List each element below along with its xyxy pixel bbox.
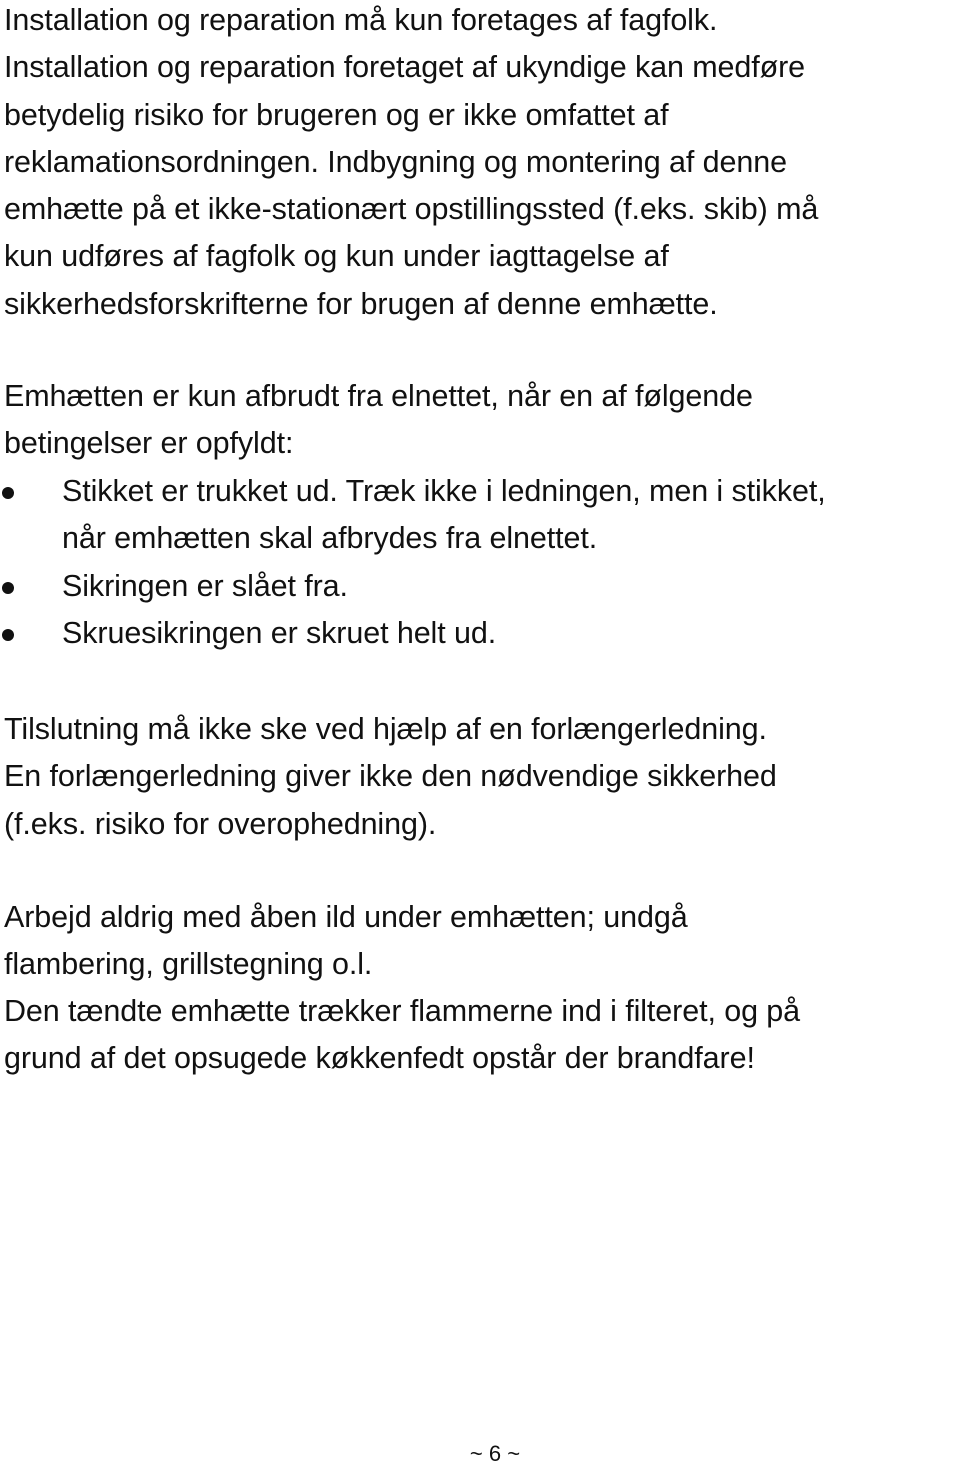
text-line: Den tændte emhætte trækker flammerne ind i filteret, og på — [4, 994, 801, 1028]
list-item — [0, 563, 958, 610]
text-line: emhætte på et ikke-stationært opstillingssted (f.eks. skib) må — [4, 192, 819, 227]
text-line: (f.eks. risiko for overophedning). — [4, 806, 437, 841]
installation-warning-paragraph — [4, 0, 954, 328]
open-flame-paragraph — [4, 894, 954, 989]
bullet-icon — [2, 629, 14, 641]
list-item — [0, 468, 958, 563]
extension-cord-paragraph — [4, 706, 954, 848]
disconnection-conditions-list — [0, 468, 958, 657]
text-line: Emhætten er kun afbrudt fra elnettet, når en af følgende — [4, 379, 753, 413]
text-line: Installation og reparation foretaget af ukyndige kan medføre — [4, 50, 806, 85]
text-line: når emhætten skal afbrydes fra elnettet. — [62, 521, 598, 556]
text-line: reklamationsordningen. Indbygning og montering af denne — [4, 144, 787, 179]
text-line: Installation og reparation må kun foretages af fagfolk. — [4, 3, 718, 37]
text-line: flambering, grillstegning o.l. — [4, 947, 373, 982]
text-line: grund af det opsugede køkkenfedt opstår der brandfare! — [4, 1041, 755, 1076]
bullet-icon — [2, 487, 14, 499]
list-item — [0, 610, 958, 657]
text-line: Skruesikringen er skruet helt ud. — [62, 615, 497, 650]
disconnection-intro-paragraph — [4, 373, 954, 468]
text-line: Tilslutning må ikke ske ved hjælp af en forlængerledning. — [4, 712, 767, 746]
text-line: Stikket er trukket ud. Træk ikke i ledningen, men i stikket, — [62, 474, 826, 508]
text-line: Arbejd aldrig med åben ild under emhætten; undgå — [4, 900, 688, 934]
text-line: betingelser er opfyldt: — [4, 426, 294, 461]
text-line: sikkerhedsforskrifterne for brugen af denne emhætte. — [4, 286, 718, 321]
fire-hazard-paragraph — [4, 988, 954, 1083]
text-line: betydelig risiko for brugeren og er ikke omfattet af — [4, 97, 669, 132]
text-line: En forlængerledning giver ikke den nødvendige sikkerhed — [4, 759, 777, 794]
page-number: ~ 6 ~ — [469, 1441, 521, 1466]
bullet-icon — [2, 582, 14, 594]
text-line: kun udføres af fagfolk og kun under iagttagelse af — [4, 239, 669, 274]
text-line: Sikringen er slået fra. — [62, 568, 348, 603]
